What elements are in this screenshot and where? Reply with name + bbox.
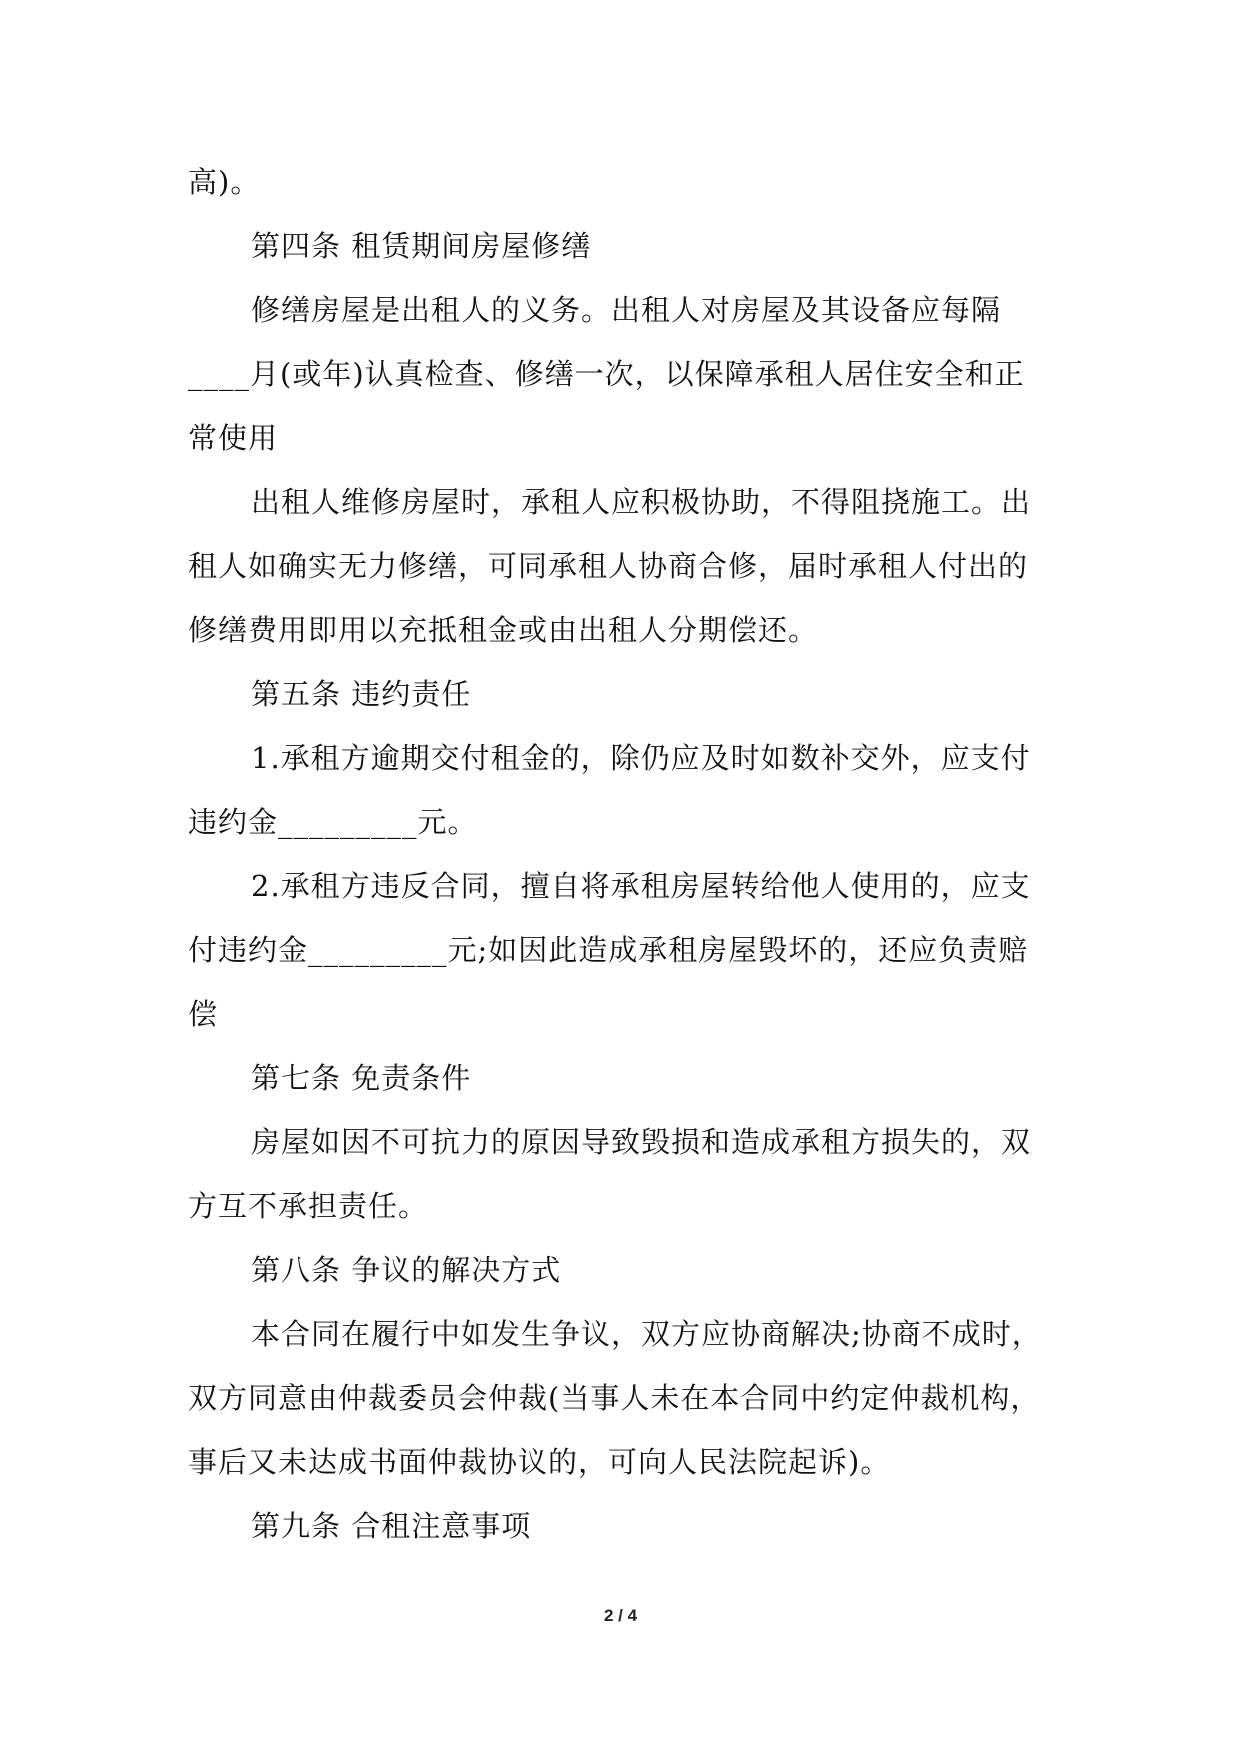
text-line: 房屋如因不可抗力的原因导致毁损和造成承租方损失的，双 <box>251 1125 1032 1159</box>
article-4-heading: 第四条 租赁期间房屋修缮 <box>251 229 592 263</box>
text-line: 双方同意由仲裁委员会仲裁(当事人未在本合同中约定仲裁机构， <box>188 1381 1041 1415</box>
text-line: 付违约金_________元;如因此造成承租房屋毁坏的，还应负责赔 <box>188 933 1029 967</box>
text-line: ____月(或年)认真检查、修缮一次，以保障承租人居住安全和正 <box>188 357 1025 391</box>
page-number: 2 / 4 <box>603 1606 638 1625</box>
article-9-heading: 第九条 合租注意事项 <box>251 1509 532 1543</box>
text-line: 偿 <box>188 997 219 1031</box>
article-7-heading: 第七条 免责条件 <box>251 1061 472 1095</box>
text-line: 2.承租方违反合同，擅自将承租房屋转给他人使用的，应支 <box>251 869 1031 903</box>
text-line: 违约金_________元。 <box>188 805 478 839</box>
document-body <box>188 150 1068 1558</box>
article-5-heading: 第五条 违约责任 <box>251 677 472 711</box>
article-8-heading: 第八条 争议的解决方式 <box>251 1253 562 1287</box>
text-line: 方互不承担责任。 <box>188 1189 429 1223</box>
text-line: 高)。 <box>188 165 261 199</box>
text-line: 事后又未达成书面仲裁协议的，可向人民法院起诉)。 <box>188 1445 891 1479</box>
text-line: 租人如确实无力修缮，可同承租人协商合修，届时承租人付出的 <box>188 549 1029 583</box>
text-line: 常使用 <box>188 421 279 455</box>
text-line: 本合同在履行中如发生争议，双方应协商解决;协商不成时， <box>251 1317 1042 1351</box>
text-line: 1.承租方逾期交付租金的，除仍应及时如数补交外，应支付 <box>251 741 1031 775</box>
text-line: 修缮费用即用以充抵租金或由出租人分期偿还。 <box>188 613 819 647</box>
text-line: 修缮房屋是出租人的义务。出租人对房屋及其设备应每隔 <box>251 293 1002 327</box>
text-line: 出租人维修房屋时，承租人应积极协助，不得阻挠施工。出 <box>251 485 1032 519</box>
